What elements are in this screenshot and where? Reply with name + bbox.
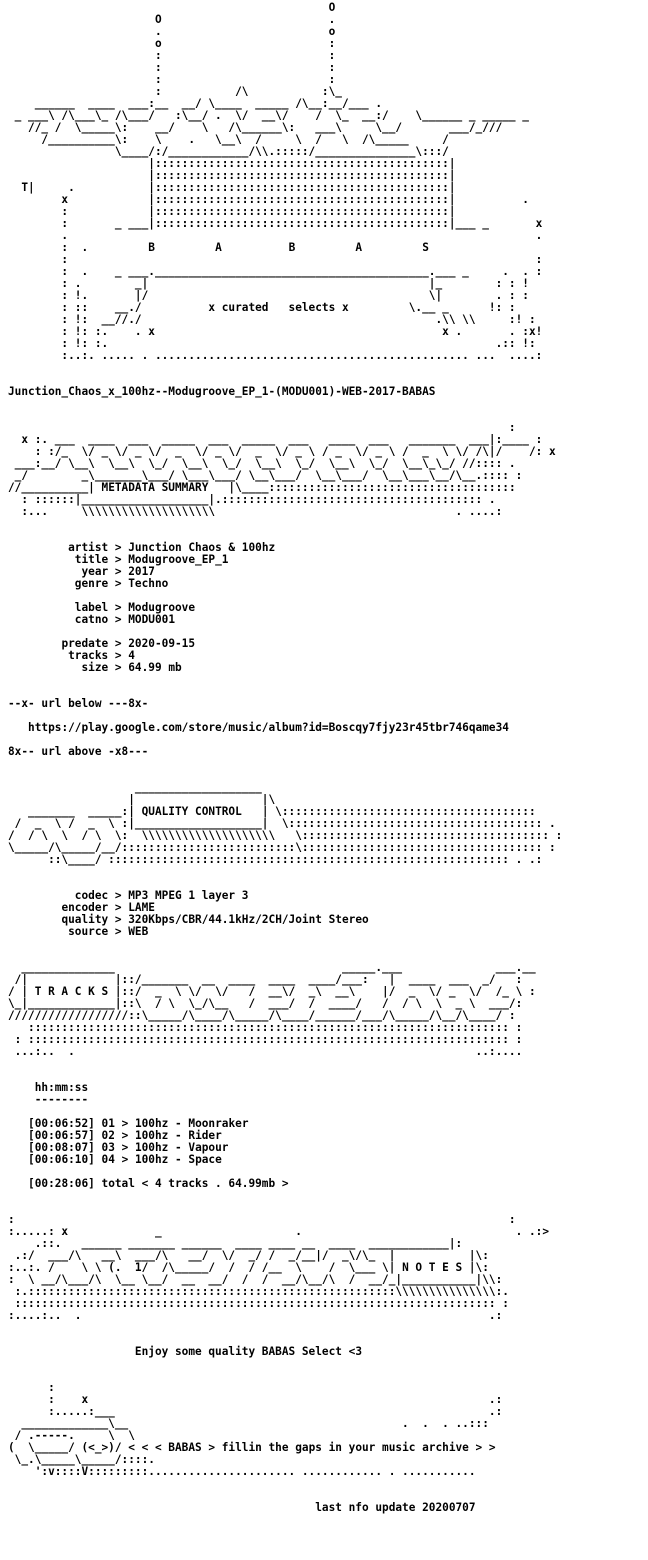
meta-key-label: label: [74, 601, 109, 614]
meta-key-tracks: tracks: [68, 649, 109, 662]
track-row-1: [00:06:52] 01 > 100hz - Moonraker: [28, 1117, 249, 1130]
metadata-banner: METADATA SUMMARY: [101, 481, 209, 494]
quality-banner: QUALITY CONTROL: [141, 805, 242, 818]
url-marker-bottom: 8x-- url above -x8---: [8, 745, 149, 758]
tracks-banner-art: ______________ _____.___ ___.__ /| |::/_______ __ ____ ____ ____/___: | ____ ___ _/ : / | T R A C K S |::/ _ \ \/ \/ / __\/ _\ __\ |/ _ \/ _ \/ /_ \ : \_|_____________|::\ / \ \_/\__ / ___/ / ____/ / / \ \ _ \ ___/: //////////////////::\_____/\____/\_____/\____/______/___/\_____/\__/\____/ : :::::::::::::::::::::::::::::::::::::::::::::::::::::::::::::::::::::::: : : :::::::::::::::::::::::::::::::::::::::::::::::::::::::::::::::::::::::: : ...:.. . ..:....: [8, 961, 536, 1058]
nfo-document: [8, 2, 562, 1514]
quality-key-codec: codec: [74, 889, 109, 902]
track-number: 02: [101, 1129, 115, 1142]
quality-value-source: WEB: [128, 925, 149, 938]
metadata-list: artist > Junction Chaos & 100hz title > Modugroove_EP_1 year > 2017 genre > Techno label > Modugroove catno > MODU001 predate > 2020-09-15 tracks > 4 size > 64.99 mb: [61, 541, 276, 674]
notes-banner-art: : : :.....: x _ . . .:> .::. ______ _______ ______ ____ ____ __ ____ ____________|: .:/ ___/\ __\ ___/\ __/ \/ _/ / _/__|/ _\/\_ | |\: :..:. / \ \ (. 1/ /\_____/ / / /__ \ / \___ \| N O T E S |\: : \ __/\___/\ \__ \__/ __ __/ / / __/\__/\ / __/_|___________|\\: :.:::::::::::::::::::::::::::::::::::::::::::::::::::::::\\\\\\\\\\\\\\\:. :::::::::::::::::::::::::::::::::::::::::::::::::::::::::::::::::::::::: : :....:.. . .:: [8, 1213, 549, 1322]
quality-banner-art: ___________________ | |\ _______ _____:| QUALITY CONTROL | \:::::::::::::::::::::::::::::::::::::: / _ \ / _ \ :|___________________| \:::::::::::::::::::::::::::::::::::::: . / / \ \ / \ \: \\\\\\\\\\\\\\\\\\\\ \::::::::::::::::::::::::::::::::::::: : \_____/\_____/__/::::::::::::::::::::::::::\:::::::::::::::::::::::::::::::::::: : ::\____/ :::::::::::::::::::::::::::::::::::::::::::::::::::::::::::: . .:: [8, 781, 563, 866]
meta-key-genre: genre: [74, 577, 109, 590]
meta-key-size: size: [81, 661, 109, 674]
track-title: Rider: [188, 1129, 222, 1142]
title-letter-a2: A: [355, 241, 363, 254]
quality-value-quality: 320Kbps/CBR/44.1kHz/2CH/Joint Stereo: [128, 913, 369, 926]
meta-value-genre: Techno: [128, 577, 169, 590]
meta-value-artist: Junction Chaos & 100hz: [128, 541, 276, 554]
title-letter-b1: B: [148, 241, 155, 254]
quality-key-quality: quality: [61, 913, 109, 926]
tracks-banner: T R A C K S: [34, 985, 109, 998]
quality-key-encoder: encoder: [61, 901, 109, 914]
title-letter-a1: A: [215, 241, 222, 254]
time-column-underline: --------: [34, 1093, 89, 1106]
url-block: [8, 698, 562, 758]
track-row-4: [00:06:10] 04 > 100hz - Space: [28, 1153, 222, 1166]
tracks-total: [00:28:06] total < 4 tracks . 64.99mb >: [28, 1177, 289, 1190]
track-title: Moonraker: [188, 1117, 249, 1130]
quality-value-encoder: LAME: [128, 901, 155, 914]
track-number: 01: [101, 1117, 115, 1130]
notes-banner: N O T E S: [402, 1261, 463, 1274]
header-tagline: curated selects: [221, 301, 336, 314]
track-artist: 100hz: [134, 1117, 169, 1130]
meta-key-title: title: [74, 553, 109, 566]
track-row-3: [00:08:07] 03 > 100hz - Vapour: [28, 1141, 229, 1154]
track-time: [00:06:52]: [28, 1117, 95, 1130]
meta-value-title: Modugroove_EP_1: [128, 553, 229, 566]
release-name: Junction_Chaos_x_100hz--Modugroove_EP_1-(MODU001)-WEB-2017-BABAS: [8, 385, 436, 398]
track-artist: 100hz: [134, 1141, 169, 1154]
track-number: 03: [101, 1141, 115, 1154]
track-time: [00:06:57]: [28, 1129, 95, 1142]
quality-list: codec > MP3 MPEG 1 layer 3 encoder > LAME quality > 320Kbps/CBR/44.1kHz/2CH/Joint Stereo source > WEB: [61, 889, 369, 938]
notes-text: Enjoy some quality BABAS Select <3: [134, 1345, 362, 1358]
track-time: [00:08:07]: [28, 1141, 95, 1154]
title-letter-b2: B: [288, 241, 296, 254]
track-time: [00:06:10]: [28, 1153, 95, 1166]
title-letter-s: S: [422, 241, 429, 254]
track-artist: 100hz: [134, 1129, 169, 1142]
track-title: Vapour: [188, 1141, 229, 1154]
track-list: [8, 1118, 562, 1190]
meta-value-predate: 2020-09-15: [128, 637, 196, 650]
track-number: 04: [101, 1153, 115, 1166]
meta-key-artist: artist: [68, 541, 109, 554]
meta-value-catno: MODU001: [128, 613, 176, 626]
meta-value-size: 64.99 mb: [128, 661, 182, 674]
meta-key-year: year: [81, 565, 109, 578]
meta-key-predate: predate: [61, 637, 109, 650]
meta-key-catno: catno: [74, 613, 109, 626]
footer-tagline: < < BABAS > fillin the gaps in your music archive > >: [141, 1441, 496, 1454]
url-marker-top: --x- url below ---8x-: [8, 697, 149, 710]
quality-value-codec: MP3 MPEG 1 layer 3: [128, 889, 249, 902]
album-url-link[interactable]: https://play.google.com/store/music/album?id=Boscqy7fjy23r45tbr746qame34: [28, 721, 509, 734]
track-row-2: [00:06:57] 02 > 100hz - Rider: [28, 1129, 222, 1142]
time-column-header: hh:mm:ss: [34, 1081, 89, 1094]
babas-logo-art: O O . . o o : : : : : : : : /\ :\_ ______ ____ ___:__ __/ \____ _____ /\__:__/___ . _ ___\ /\___\_ /\___/ :\__/ . \/ __\/ / \_ __:/ \______ _ _____ _ //_ / \_____\: __/ \ /\______\: ___\ \__/ ___/_/// /__________\: \ . \__\ / \ / \ /\_____ / \____/:/____________/\\.:::::/_______________\:::/ |::::::::::::::::::::::::::::::::::::::::::::| |::::::::::::::::::::::::::::::::::::::::::::| T| . |::::::::::::::::::::::::::::::::::::::::::::| x |::::::::::::::::::::::::::::::::::::::::::::| . : |::::::::::::::::::::::::::::::::::::::::::::| : _ ___|::::::::::::::::::::::::::::::::::::::::::::|___ _ x . . : . B A B A S : : : . _ ___._________________________________________.___ _ . . : : . _| |_ : : ! : !. |/ \| . : : : :: __./ x curated selects x \.__ _ !: : : !: __//./ .\\ \\ :! : : !: :. . x x . . :x! : !: :. .:: !: :..:. ..... . ............................................... ... ....:: [14, 1, 543, 362]
track-artist: 100hz: [134, 1153, 169, 1166]
metadata-banner-art: : x :. ___ ____ ___ _____ ___ _____ ___ ____ ___ _______ ___|:____ : : :/_ \/ _ \/ _ \/ _ \/ _ \/ _ \/ _ \ / _ \/ _ \ / _ \ \/ /\|/ /: x ___:__/ \__\ \__\ \_/ \__\ \_/ \__\ \_/ \__\ \_/ \__\_\_/ //:::: . _/ _\_______\___/ \___\___/ \__\___/ \__\___/ \__\___\__/\__.:::: : //__________| METADATA SUMMARY |\____::::::::::::::::::::::::::::::::::::: : ::::::|___________________|.::::::::::::::::::::::::::::::::::::::: . :... \\\\\\\\\\\\\\\\\\\\ . ....:: [8, 421, 556, 518]
footer-art: : : x .: :.....:___ .: _____________\__ . . . ..::: / .-----. \ \ ( \_____/ (<_>)/ < < < BABAS > fillin the gaps in your music archive > > \_.\_____\_____/::::. ':v::::V:::::::::...................... ............ . ...........: [8, 1381, 503, 1478]
track-title: Space: [188, 1153, 222, 1166]
quality-key-source: source: [68, 925, 109, 938]
meta-value-tracks: 4: [128, 649, 135, 662]
last-update: last nfo update 20200707: [315, 1501, 476, 1514]
meta-value-label: Modugroove: [128, 601, 196, 614]
meta-value-year: 2017: [128, 565, 155, 578]
